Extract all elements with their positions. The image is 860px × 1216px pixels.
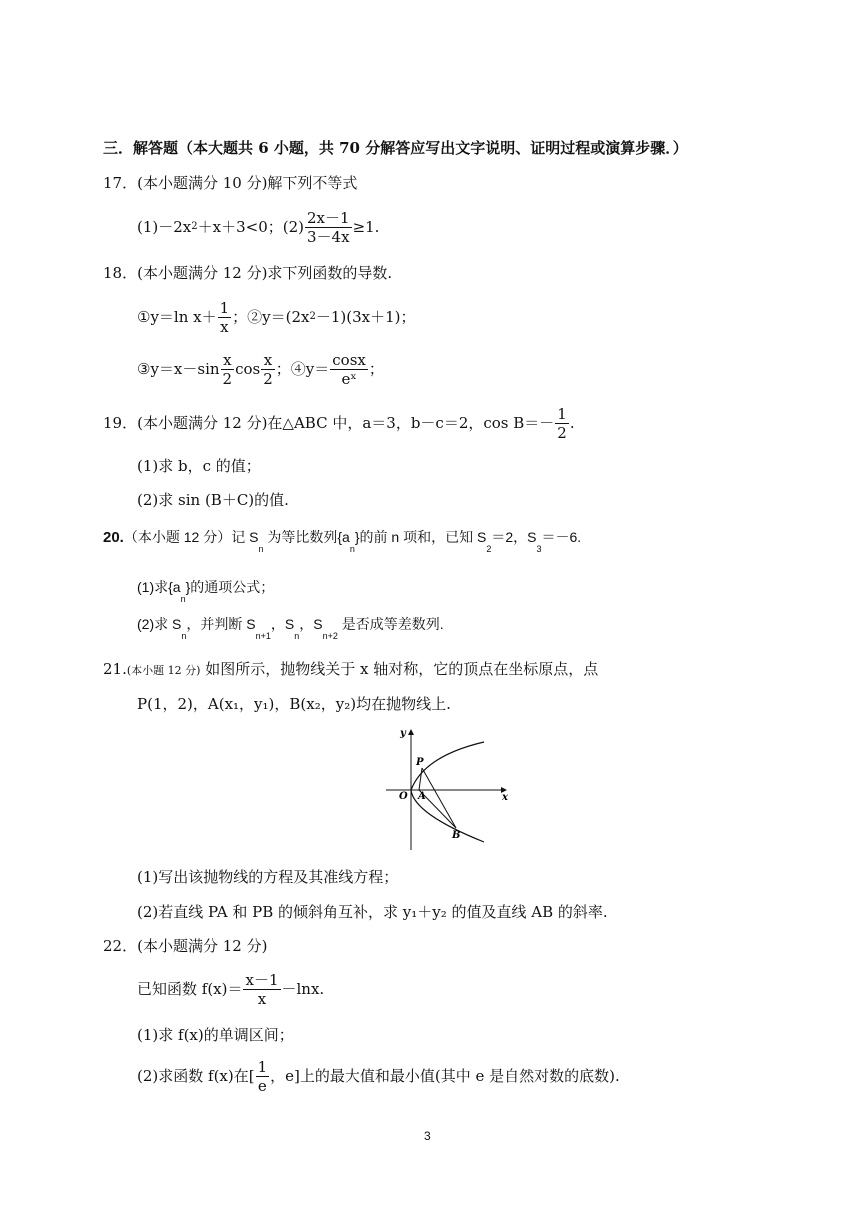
q20-p2-e: 是否成等差数列.: [337, 616, 444, 632]
q20-p2-c: ，S: [270, 616, 295, 632]
q19-part2: (2)求 sin (B＋C)的值.: [137, 491, 289, 509]
q22-l1-a: 已知函数 f(x)＝: [137, 980, 243, 998]
q19-frac-den: 2: [557, 423, 567, 442]
q20-p2-sub3: n: [294, 631, 300, 641]
q18-l1-b: ；②y＝(2x: [232, 308, 310, 326]
q17-part2-rest: ≥1.: [352, 218, 380, 236]
q22-l1-b: －lnx.: [281, 980, 325, 998]
q18-line2: [137, 350, 384, 388]
q20-h5: ＝－6.: [541, 529, 582, 545]
q18-l2-a: ③y＝x－sin: [137, 360, 220, 378]
q20-p2-d: ，S: [299, 616, 323, 632]
parabola-figure: [384, 724, 514, 850]
q20-p1-sub: n: [180, 594, 186, 604]
section-title: 三．解答题（本大题共 6 小题，共 70 分解答应写出文字说明、证明过程或演算步骤．）: [103, 139, 688, 157]
q20-h1: （本小题 12 分）记 S: [123, 529, 259, 545]
label-b: B: [452, 830, 461, 841]
q20-p2-a: (2)求 S: [137, 616, 182, 632]
q17-part1-prefix: (1)－2x: [137, 218, 192, 236]
q20-header: [103, 526, 582, 554]
q19-fraction: [555, 405, 569, 442]
q22-fraction: [243, 971, 280, 1008]
q19-header-a: 19．(本小题满分 12 分)在△ABC 中，a＝3，b－c＝2，cos B＝－: [103, 414, 555, 432]
q17-part1-sup: 2: [191, 221, 198, 232]
q22-frac-num: x－1: [245, 970, 279, 989]
q20-h-sub1: n: [258, 544, 264, 554]
q20-p2-sub4: n+2: [322, 631, 338, 641]
q20-part1: [137, 576, 275, 604]
q18-l1-frac: [218, 299, 232, 336]
q19-part1: (1)求 b，c 的值；: [137, 457, 261, 475]
q20-p2-b: ，并判断 S: [186, 616, 256, 632]
q22-line1: [137, 970, 324, 1008]
q19-header-b: .: [569, 414, 575, 432]
q18-l1-a: ①y＝ln x＋: [137, 308, 217, 326]
q18-l1-sup: 2: [309, 311, 316, 322]
q20-part2: [137, 613, 444, 641]
page-number: 3: [424, 1129, 431, 1143]
q22-p2-frac-den: e: [257, 1076, 267, 1095]
q18-l2-b: cos: [235, 360, 261, 378]
q22-header: 22．(本小题满分 12 分): [103, 937, 268, 955]
q18-line1: [137, 298, 416, 336]
line-pa: [419, 768, 422, 790]
q19-header: [103, 404, 575, 442]
q20-h-sub4: 3: [536, 544, 542, 554]
q18-l2-f2-num: x: [261, 351, 275, 370]
q21-number: 21.: [103, 660, 127, 678]
q22-p2-frac-num: 1: [257, 1057, 268, 1076]
q21-header: [103, 658, 598, 682]
q20-h2: 为等比数列{a: [263, 529, 350, 545]
q21-header-text: 如图所示，抛物线关于 x 轴对称，它的顶点在坐标原点，点: [200, 660, 599, 678]
q22-p2-fraction: [256, 1058, 270, 1095]
q18-l2-f1-den: 2: [222, 369, 233, 388]
q18-l1-frac-num: 1: [219, 298, 230, 317]
label-o: O: [399, 791, 408, 802]
q20-p2-sub1: n: [181, 631, 187, 641]
label-y: y: [400, 728, 406, 739]
q17-frac-den: 3－4x: [307, 227, 350, 246]
q21-header-small: (本小题 12 分): [126, 664, 201, 677]
q20-h-sub3: 2: [486, 544, 492, 554]
q21-line2: P(1，2)，A(x₁，y₁)，B(x₂，y₂)均在抛物线上.: [137, 695, 451, 713]
q20-number: 20.: [103, 529, 124, 546]
q18-l2-f2-den: 2: [263, 369, 273, 388]
q18-header: 18．(本小题满分 12 分)求下列函数的导数.: [103, 264, 393, 282]
q21-part2: (2)若直线 PA 和 PB 的倾斜角互补，求 y₁＋y₂ 的值及直线 AB 的斜率.: [137, 903, 608, 921]
q19-frac-num: 1: [557, 404, 567, 423]
label-x: x: [502, 792, 508, 803]
q18-l2-f1-num: x: [221, 351, 235, 370]
q21-part1: (1)写出该抛物线的方程及其准线方程；: [137, 868, 399, 886]
q22-part2: [137, 1056, 620, 1096]
q17-frac-num: 2x－1: [307, 208, 350, 227]
q17-part1-rest: ＋x＋3<0；(2): [197, 218, 305, 236]
q20-p1-a: (1)求{a: [137, 579, 181, 595]
q20-p2-sub2: n+1: [255, 631, 271, 641]
q18-l1-c: －1)(3x＋1)；: [315, 308, 416, 326]
q17-header: 17．(本小题满分 10 分)解下列不等式: [103, 174, 358, 192]
q18-l2-frac1: [221, 351, 235, 388]
q17-fraction: [305, 209, 352, 246]
label-a: A: [418, 791, 426, 802]
q17-parts: [137, 208, 379, 246]
label-p: P: [416, 757, 424, 768]
q18-l1-frac-den: x: [220, 317, 229, 336]
q18-l2-d: ；: [368, 360, 384, 378]
q18-l2-frac3: [330, 351, 368, 388]
q20-h3: }的前 n 项和，已知 S: [354, 529, 487, 545]
q20-h-sub2: n: [349, 544, 355, 554]
q20-h4: ＝2，S: [491, 529, 537, 545]
q22-frac-den: x: [257, 989, 267, 1008]
q18-l2-c: ；④y＝: [275, 360, 330, 378]
q18-l2-f3-num: cosx: [332, 350, 366, 369]
q18-l2-f3-den: eˣ: [341, 369, 357, 388]
q22-p2-b: ，e]上的最大值和最小值(其中 e 是自然对数的底数).: [270, 1067, 620, 1085]
q20-p1-b: }的通项公式；: [185, 579, 275, 595]
q18-l2-frac2: [261, 351, 275, 388]
q22-part1: (1)求 f(x)的单调区间；: [137, 1026, 294, 1044]
q22-p2-a: (2)求函数 f(x)在[: [137, 1067, 255, 1085]
